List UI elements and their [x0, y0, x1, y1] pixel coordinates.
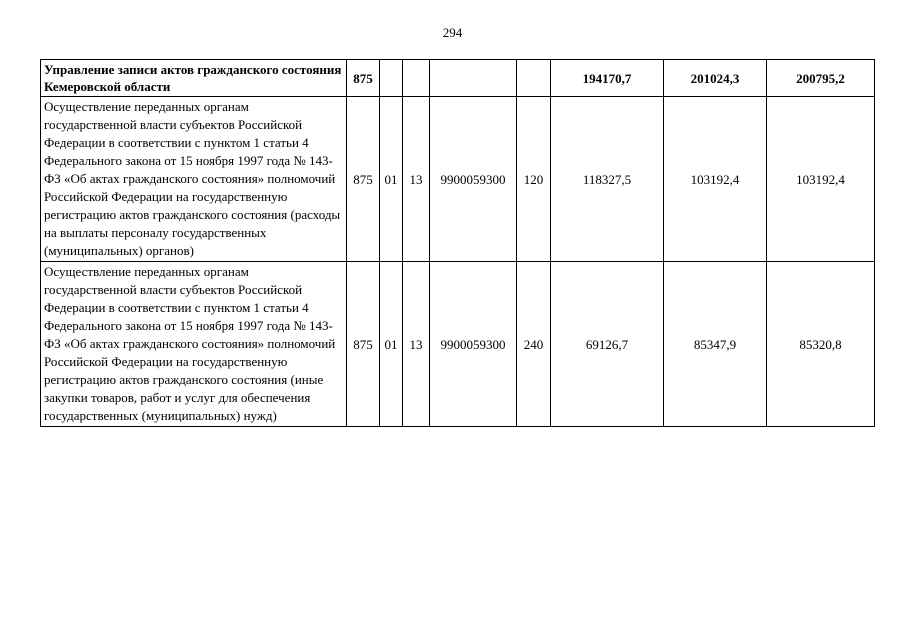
department-name: Управление записи актов гражданского состояния Кемеровской области: [41, 60, 347, 97]
expense-description: Осуществление переданных органам государственной власти субъектов Российской Федерации в соответствии с пунктом 1 статьи 4 Федерального закона от 15 ноября 1997 года № 143-ФЗ «Об актах гражданского состояния» полномочий Российской Федерации на государственную регистрацию актов гражданского состояния (расходы на выплаты персоналу государственных (муниципальных) органов): [41, 97, 347, 262]
subsection-code: 13: [403, 262, 430, 427]
expense-type-code: 240: [517, 262, 551, 427]
expense-description: Осуществление переданных органам государственной власти субъектов Российской Федерации в соответствии с пунктом 1 статьи 4 Федерального закона от 15 ноября 1997 года № 143-ФЗ «Об актах гражданского состояния» полномочий Российской Федерации на государственную регистрацию актов гражданского состояния (иные закупки товаров, работ и услуг для обеспечения государственных (муниципальных) нужд): [41, 262, 347, 427]
table-row: [41, 262, 875, 427]
department-ved-code: 875: [347, 60, 380, 97]
table-row-department: [41, 60, 875, 97]
department-amount-year2: 201024,3: [664, 60, 767, 97]
expense-type-code: 120: [517, 97, 551, 262]
section-code: 01: [380, 262, 403, 427]
amount-year3: 103192,4: [767, 97, 875, 262]
section-code: 01: [380, 97, 403, 262]
amount-year2: 85347,9: [664, 262, 767, 427]
department-amount-year1: 194170,7: [551, 60, 664, 97]
department-section-code: [380, 60, 403, 97]
budget-table: [40, 59, 875, 427]
department-expense-type: [517, 60, 551, 97]
amount-year3: 85320,8: [767, 262, 875, 427]
target-code: 9900059300: [430, 97, 517, 262]
subsection-code: 13: [403, 97, 430, 262]
page-number: 294: [442, 25, 463, 40]
department-target-code: [430, 60, 517, 97]
ved-code: 875: [347, 97, 380, 262]
department-amount-year3: 200795,2: [767, 60, 875, 97]
table-row: [41, 97, 875, 262]
amount-year2: 103192,4: [664, 97, 767, 262]
department-subsection-code: [403, 60, 430, 97]
amount-year1: 69126,7: [551, 262, 664, 427]
amount-year1: 118327,5: [551, 97, 664, 262]
target-code: 9900059300: [430, 262, 517, 427]
ved-code: 875: [347, 262, 380, 427]
